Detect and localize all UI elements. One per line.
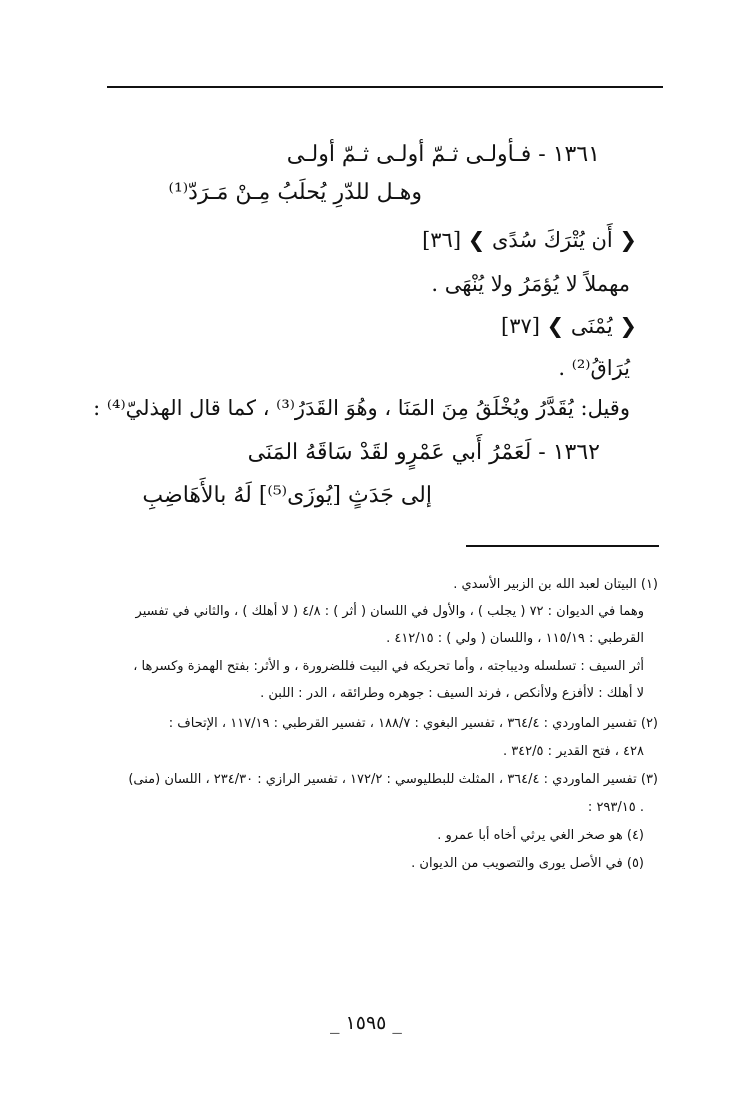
footnote-1-line-4: أثر السيف : تسلسله وديباجته ، وأما تحريكه في البيت فللضرورة ، و الأثر: بفتح الهمزة وكسرها ، [133,659,644,674]
gloss-verse-36: مهملاً لا يُؤمَرُ ولا يُنْهَى . [431,272,630,296]
footnote-1-line-1: (١) البيتان لعبد الله بن الزبير الأسدي . [453,577,658,592]
footnote-2-line-1: (٢) تفسير الماوردي : ٣٦٤/٤ ، تفسير البغوي : ١٨٨/٧ ، تفسير القرطبي : ١١٧/١٩ ، الإتحاف : [168,716,658,731]
gloss-verse-37: يُرَاقُ⁽²⁾ . [558,356,630,380]
footnote-separator [466,545,659,547]
footnote-5: (٥) في الأصل يورى والتصويب من الديوان . [411,856,644,871]
footnote-1-line-3: القرطبي : ١١٥/١٩ ، واللسان ( ولي ) : ٤١٢/١٥ . [386,631,644,646]
footnote-1-line-5: لا أهلك : لاأفزع ولاأنكص ، فرند السيف : جوهره وطرائقه ، الدر : اللبن . [260,686,644,701]
quran-verse-37: ❮ يُمْنَى ❯ [٣٧] [500,314,637,338]
header-rule [107,86,663,88]
verse-1362-first-hemistich: ١٣٦٢ - لَعَمْرُ أَبي عَمْرٍو لقَدْ سَاقَهُ المَنَى [247,440,600,465]
footnote-2-line-2: ٤٢٨ ، فتح القدير : ٣٤٢/٥ . [502,744,644,759]
verse-1361-first-hemistich: ١٣٦١ - فـأولـى ثـمّ أولـى ثـمّ أولـى [286,142,600,167]
footnote-3-line-1: (٣) تفسير الماوردي : ٣٦٤/٤ ، المثلث للبطليوسي : ١٧٢/٢ ، تفسير الرازي : ٢٣٤/٣٠ ، اللسان (منى) [128,772,658,787]
footnote-4: (٤) هو صخر الغي يرثي أخاه أبا عمرو . [437,828,644,843]
footnote-1-line-2: وهما في الديوان : ٧٢ ( يجلب ) ، والأول في اللسان ( أثر ) : ٤/٨ ( لا أهلك ) ، والثاني في تفسير [135,604,644,619]
page-number: _ ١٥٩٥ _ [330,1012,402,1034]
verse-1361-second-hemistich: وهـل للدّرِ يُحلَبُ مِـنْ مَـرَدّ⁽¹⁾ [168,180,422,205]
verse-1362-second-hemistich: إلى جَدَثٍ [يُوزَى⁽⁵⁾] لَهُ بالأَهَاضِبِ [142,483,432,508]
footnote-3-line-2: : ٢٩٣/١٥ . [587,800,644,815]
gloss-verse-37-alternative: وقيل: يُقَدَّرُ ويُخْلَقُ مِنَ المَنَا ، وهُوَ القَدَرُ⁽³⁾ ، كما قال الهذليّ⁽⁴⁾ : [93,396,630,420]
quran-verse-36: ❮ أَن يُتْرَكَ سُدًى ❯ [٣٦] [422,228,637,252]
